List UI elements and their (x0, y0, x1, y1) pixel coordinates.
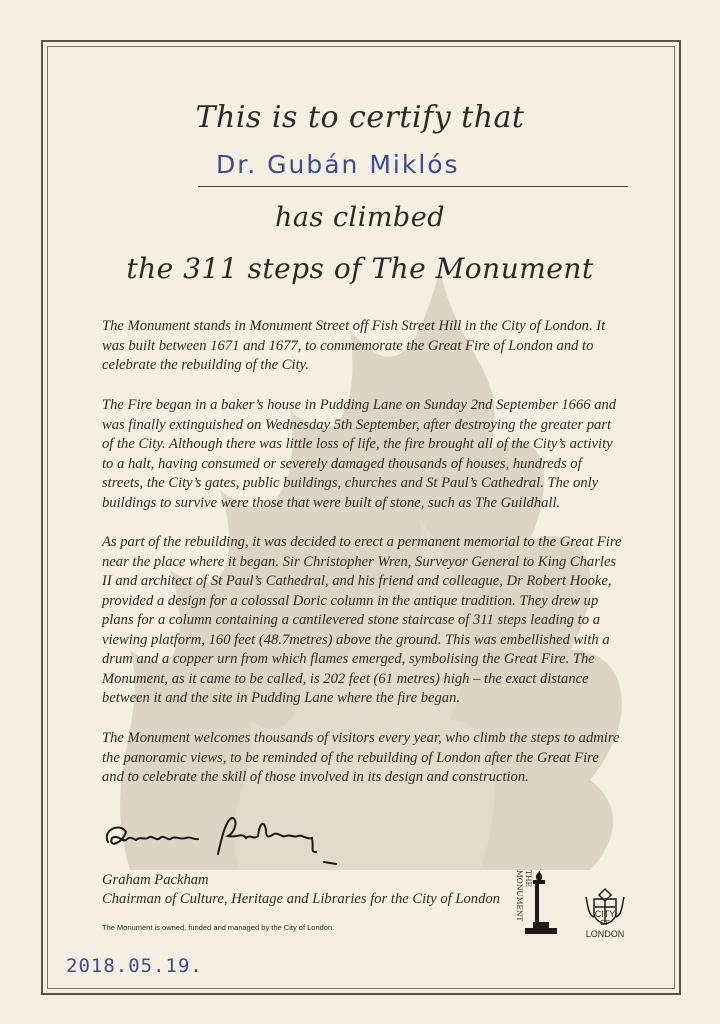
handwritten-date: 2018.05.19. (66, 955, 203, 977)
signatory-title: Chairman of Culture, Heritage and Libraries for the City of London (102, 891, 500, 907)
city-label-line1: CITY (594, 909, 616, 919)
city-logo-label (575, 909, 635, 939)
city-label-line2: OF (600, 920, 610, 927)
paragraph-intro: The Monument stands in Monument Street off Fish Street Hill in the City of London. It was built between 1671 and 1677, to commemorate the Great Fire of London and to celebrate the rebuilding of the City. (102, 318, 606, 373)
signatory-name: Graham Packham (102, 872, 209, 888)
monument-logo-label: THE MONUMENT (515, 870, 533, 922)
recipient-name: Dr. Gubán Miklós (216, 150, 460, 179)
signature-icon (100, 812, 340, 872)
paragraph-fire: The Fire began in a baker’s house in Pudding Lane on Sunday 2nd September 1666 and was finally extinguished on Wednesday 5th September, after destroying the greater part of the City. Although there was little loss of life, the fire brought all of the City’s activity to a halt, having consumed or severely damaged thousands of houses, hundreds of streets, the City’s gates, public buildings, churches and St Paul’s Cathedral. The only buildings to survive were those that were built of stone, such as The Guildhall. (102, 397, 617, 511)
city-label-line3: LONDON (585, 929, 625, 939)
paragraph-visitors: The Monument welcomes thousands of visitors every year, who climb the steps to admire the panoramic views, to be reminded of the rebuilding of London after the Great Fire and to celebrate the skill of those involved in its design and construction. (102, 730, 620, 785)
climbed-line: has climbed (275, 202, 445, 233)
paragraph-memorial: As part of the rebuilding, it was decided to erect a permanent memorial to the Great Fire near the place where it began. Sir Christopher Wren, Surveyor General to King Charles II and architect of St Paul’s Cathedral, and his friend and colleague, Dr Robert Hooke, provided a design for a colossal Doric column in the antique tradition. They drew up plans for a column containing a cantilevered stone staircase of 311 steps leading to a viewing platform, 160 feet (48.7metres) above the ground. This was embellished with a drum and a copper urn from which flames emerged, symbolising the Great Fire. The Monument, as it came to be called, is 202 feet (61 metres) high – the exact distance between it and the site in Pudding Lane where the fire began. (102, 534, 622, 706)
name-underline (198, 186, 628, 187)
steps-line: the 311 steps of The Monument (126, 252, 594, 285)
certificate-heading: This is to certify that (195, 100, 525, 135)
ownership-note: The Monument is owned, funded and managed by the City of London. (102, 923, 335, 932)
